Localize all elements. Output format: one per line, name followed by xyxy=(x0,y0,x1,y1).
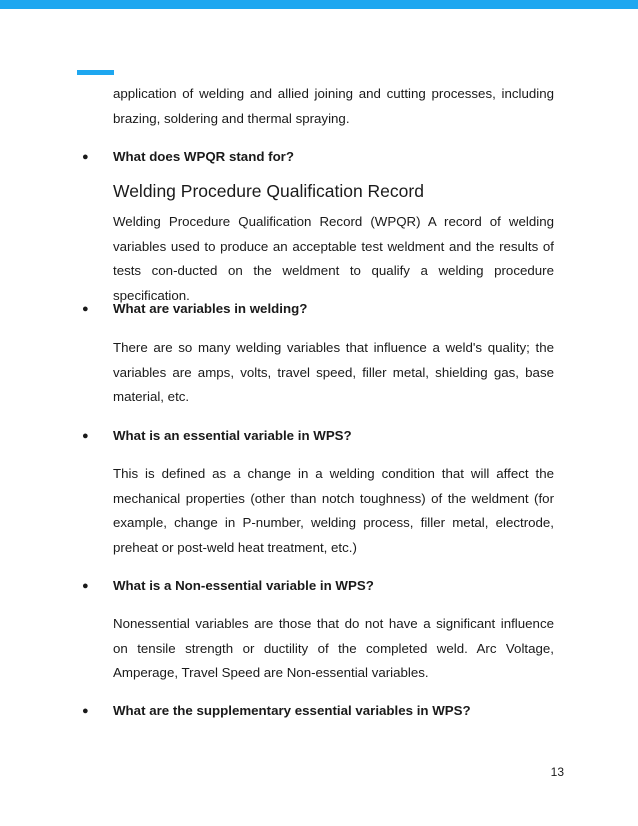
top-accent-band xyxy=(0,0,638,9)
accent-dash xyxy=(77,70,114,75)
question-supplementary-essential xyxy=(80,702,560,720)
question-text: What is a Non-essential variable in WPS? xyxy=(113,578,374,593)
intro-paragraph: application of welding and allied joining and cutting processes, including brazing, soldering and thermal spraying. xyxy=(113,86,554,126)
page-number: 13 xyxy=(550,765,564,779)
question-essential-variable xyxy=(80,427,560,445)
bullet-icon: ● xyxy=(82,430,89,442)
answer-wpqr: Welding Procedure Qualification Record (WPQR) A record of welding variables used to produce an acceptable test weldment and the results of tests con-ducted on the weldment to qualify a welding procedure specification. xyxy=(113,214,554,303)
bullet-icon: ● xyxy=(82,151,89,163)
bullet-icon: ● xyxy=(82,303,89,315)
question-text: What are variables in welding? xyxy=(113,301,308,316)
answer-variables: There are so many welding variables that influence a weld's quality; the variables are amps, volts, travel speed, filler metal, shielding gas, base material, etc. xyxy=(113,340,554,404)
answer-nonessential-variable: Nonessential variables are those that do not have a significant influence on tensile strength or ductility of the completed weld. Arc Voltage, Amperage, Travel Speed are Non-essential variables. xyxy=(113,616,554,680)
question-text: What does WPQR stand for? xyxy=(113,149,294,164)
question-text: What are the supplementary essential variables in WPS? xyxy=(113,703,471,718)
bullet-icon: ● xyxy=(82,705,89,717)
subheading-wpqr: Welding Procedure Qualification Record xyxy=(113,181,424,201)
bullet-icon: ● xyxy=(82,580,89,592)
question-nonessential-variable xyxy=(80,577,560,595)
question-text: What is an essential variable in WPS? xyxy=(113,428,352,443)
answer-essential-variable: This is defined as a change in a welding condition that will affect the mechanical properties (other than notch toughness) of the weldment (for example, change in P-number, welding process, filler metal, electrode, preheat or post-weld heat treatment, etc.) xyxy=(113,466,554,555)
question-wpqr xyxy=(80,148,560,166)
question-variables xyxy=(80,300,560,318)
